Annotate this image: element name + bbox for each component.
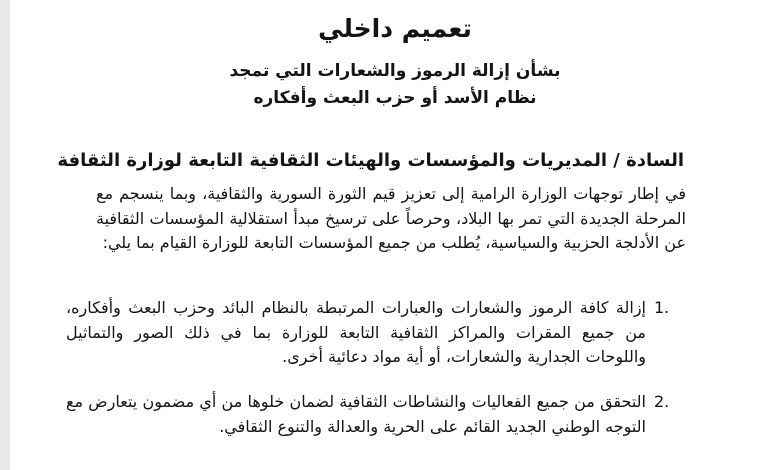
directive-number: 1. — [654, 298, 670, 317]
document-title: تعميم داخلي — [318, 14, 472, 43]
directive-text: إزالة كافة الرموز والشعارات والعبارات المرتبطة بالنظام البائد وحزب البعث وأفكاره، من جميع المقرات والمراكز الثقافية التابعة للوزارة بما في ذلك الصور والتماثيل واللوحات الجدارية والشعارات، أو أية مواد دعائية أخرى. — [66, 298, 646, 366]
directive-number: 2. — [654, 392, 670, 411]
intro-paragraph: في إطار توجهات الوزارة الرامية إلى تعزيز قيم الثورة السورية والثقافية، وبما ينسجم مع المرحلة الجديدة التي تمر بها البلاد، وحرصاً على ترسيخ مبدأ استقلالية المؤسسات الثقافية عن الأدلجة الحزبية والسياسية، يُطلب من جميع المؤسسات التابعة للوزارة القيام بما يلي: — [96, 184, 686, 252]
directive-item-2 — [66, 390, 676, 439]
directive-item-1 — [66, 296, 676, 370]
directive-text: التحقق من جميع الفعاليات والنشاطات الثقافية لضمان خلوها من أي مضمون يتعارض مع التوجه الوطني الجديد القائم على الحرية والعدالة والتنوع الثقافي. — [66, 392, 646, 436]
subject-line-2: نظام الأسد أو حزب البعث وأفكاره — [253, 88, 537, 108]
document-subject — [10, 58, 780, 112]
addressee-line: السادة / المديريات والمؤسسات والهيئات الثقافية التابعة لوزارة الثقافة — [57, 150, 684, 171]
document-page — [10, 0, 780, 470]
subject-line-1: بشأن إزالة الرموز والشعارات التي تمجد — [229, 61, 561, 81]
